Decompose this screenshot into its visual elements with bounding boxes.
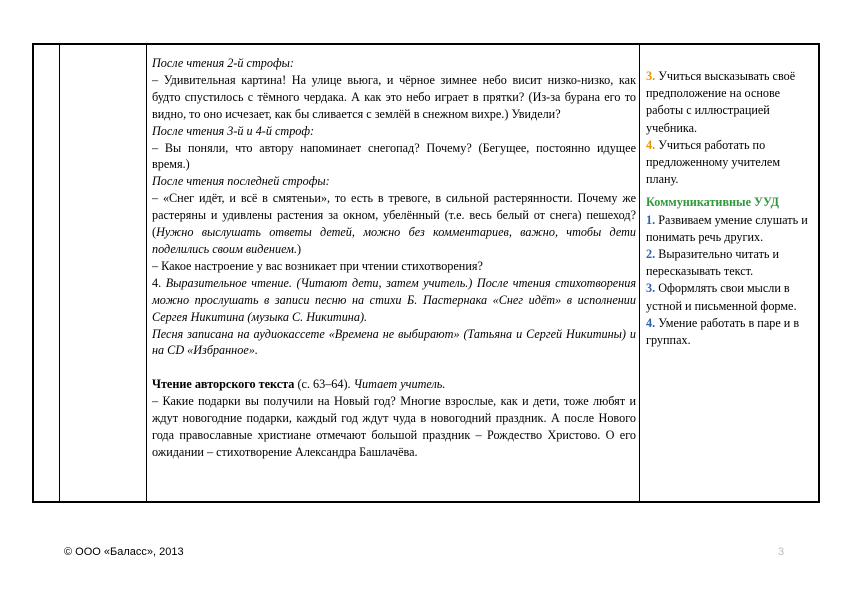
lesson-table: [32, 43, 820, 503]
uud-item: 2. Выразительно читать и пересказывать текст.: [646, 247, 780, 279]
last-stanza-text: – «Снег идёт, и всё в смятеньи», то есть в тревоге, в сильной растерянности. Почему же растеряны и удивлены растения за окном, убелённый (т.е. весь белый от снега) пешеход? (Нужно выслушать ответы детей, можно без комментариев, важно, чтобы дети поделились своим видением.): [152, 191, 636, 256]
last-stanza-heading: После чтения последней строфы:: [152, 174, 330, 189]
copyright-footer: © ООО «Баласс», 2013: [64, 546, 184, 558]
column-divider-2: [146, 45, 147, 501]
song-note: Песня записана на аудиокассете «Времена не выбирают» (Татьяна и Сергей Никитины) и на CD «Избранное».: [152, 326, 636, 358]
uud-item: 3. Учиться высказывать своё предположение на основе работы с иллюстрацией учебника.: [646, 69, 796, 135]
uud-column: [646, 68, 814, 349]
uud-item: 3. Оформлять свои мысли в устной и письменной форме.: [646, 281, 797, 313]
stanza34-text: – Вы поняли, что автору напоминает снегопад? Почему? (Бегущее, постоянно идущее время.): [152, 140, 636, 172]
expressive-reading: 4. Выразительное чтение. (Читают дети, затем учитель.) После чтения стихотворения можно прослушать в записи песню на стихи Б. Пастернака «Снег идёт» в исполнении Сергея Никитина (музыка С. Никитина).: [152, 275, 637, 324]
activity-column: [152, 55, 636, 461]
uud-item: 4. Учиться работать по предложенному учителем плану.: [646, 137, 781, 187]
page-number: 3: [778, 546, 785, 558]
mood-question: – Какое настроение у вас возникает при чтении стихотворения?: [152, 258, 483, 273]
uud-item: 1. Развиваем умение слушать и понимать речь других.: [646, 212, 808, 244]
uud-item: 4. Умение работать в паре и в группах.: [646, 315, 800, 348]
stanza2-text: – Удивительная картина! На улице вьюга, и чёрное зимнее небо висит низко-низко, как будто спустилось с тёмного чердака. А как это небо играет в прятки? (Из-за бурана его то видно, то оно исчезает, как бы сливается с землёй в снежном вихре.) Увидели?: [152, 72, 636, 121]
stanza2-heading: После чтения 2-й строфы:: [152, 56, 294, 70]
author-text-body: – Какие подарки вы получили на Новый год? Многие взрослые, как и дети, тоже любят и ждут новогодние подарки, каждый год ждут чуда в новогодний праздник. А после Нового года православные христиане отмечают большой праздник – Рождество Христово. О его ожидании – стихотворение Александра Башлачёва.: [152, 394, 636, 459]
author-text-heading: Чтение авторского текста (с. 63–64). Читает учитель.: [152, 377, 446, 392]
column-divider-3: [639, 45, 640, 501]
stanza34-heading: После чтения 3-й и 4-й строф:: [152, 123, 315, 138]
communicative-uud-heading: Коммуникативные УУД: [646, 195, 780, 210]
column-divider-1: [59, 45, 60, 501]
